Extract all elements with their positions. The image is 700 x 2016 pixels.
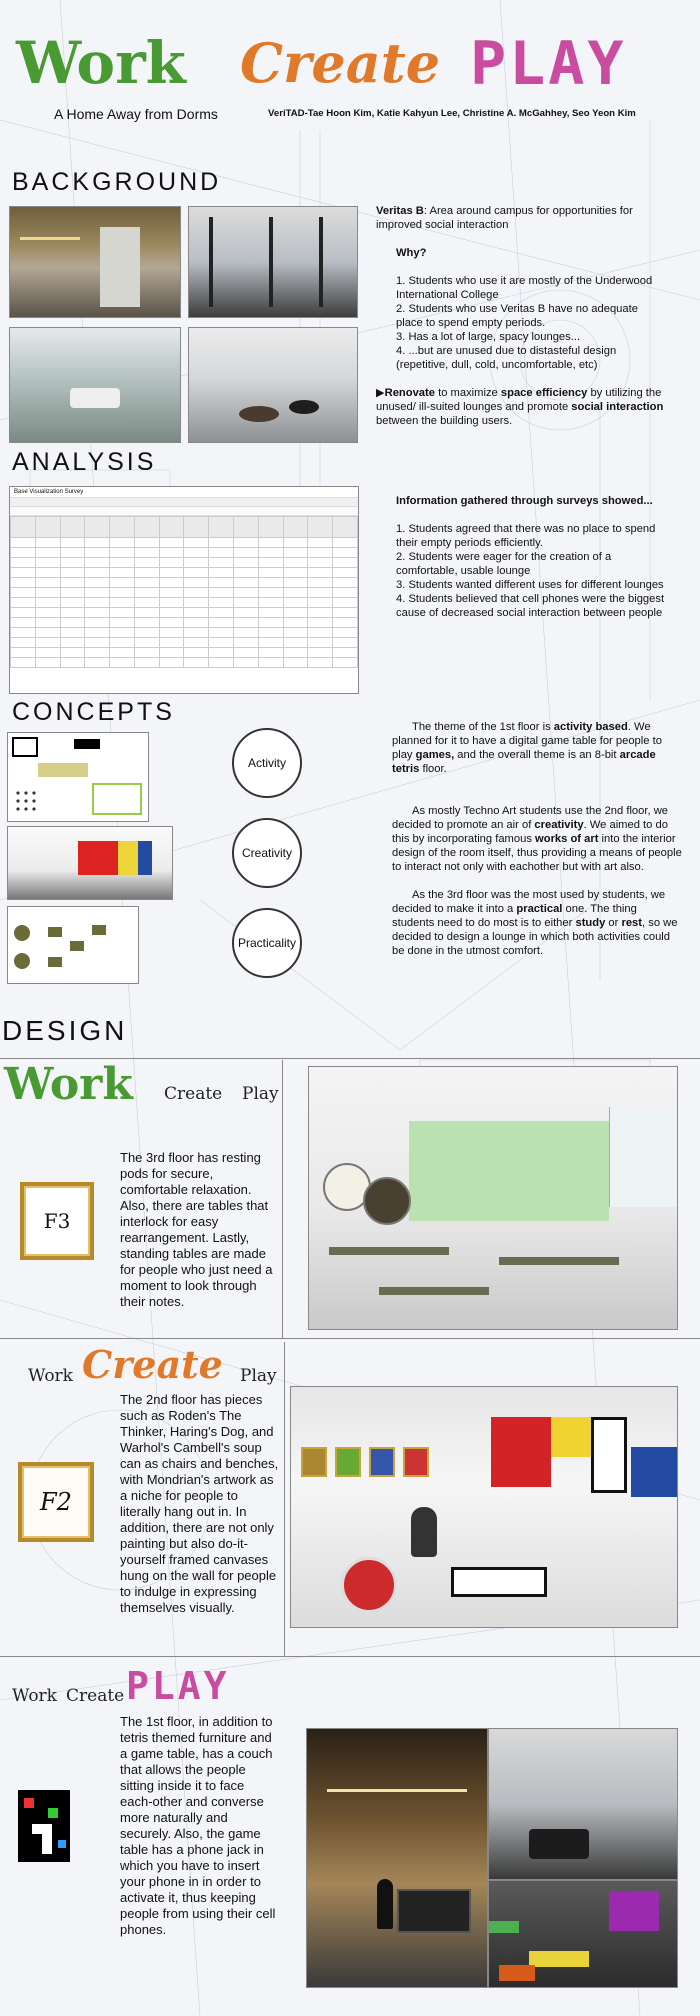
floor2-render: [290, 1386, 678, 1628]
floor3-frame: [20, 1182, 94, 1260]
floor1-render-lounge: [306, 1728, 488, 1988]
title-play: PLAY: [470, 29, 627, 99]
floor1-render-corridor: [488, 1728, 678, 1880]
floor1-play: PLAY: [126, 1664, 230, 1708]
floor2-render: [7, 826, 173, 900]
floor1-text: The 1st floor, in addition to tetris themed furniture and a game table, has a couch that allows the people sitting inside it to face each-other and converse more naturally and securely. Also, the game table has a phone jack in which you have to insert your phone in in order to activate it, thus keeping people from using their cell phones.: [120, 1714, 276, 1937]
concept-creativity: Creativity: [232, 818, 302, 888]
subtitle: A Home Away from Dorms: [54, 106, 218, 122]
floor3-work: Work: [4, 1059, 133, 1110]
concepts-heading: CONCEPTS: [12, 698, 175, 726]
design-rule-1: [0, 1338, 700, 1339]
floor3-create: Create: [164, 1084, 223, 1104]
floor3-render: [308, 1066, 678, 1330]
bg-point-2: 2. Students who use Veritas B have no adequate place to spend empty periods.: [396, 303, 638, 329]
floor2-work: Work: [28, 1366, 73, 1386]
why-label: Why?: [396, 247, 427, 259]
background-heading: BACKGROUND: [12, 168, 222, 196]
title-work: Work: [16, 29, 186, 97]
lounge-photo-4: [188, 327, 358, 443]
floor3-title: [4, 1060, 294, 1110]
analysis-text: [376, 494, 666, 620]
floor2-title: [28, 1342, 288, 1390]
floor2-play: Play: [240, 1366, 277, 1386]
veritas-label: Veritas B: [376, 205, 424, 217]
concepts-text: The theme of the 1st floor is activity based. We planned for it to have a digital game table for people to play games, and the overall theme is an 8-bit arcade tetris floor. As mostly Techno Art students use the 2nd floor, we decided to promote an air of creativity. We aimed to do this by incorporating famous works of art into the interior design of the room itself, thus providing a means of people to interact not only with eachother but with art also. As the 3rd floor was the most used by students, we decided to make it into a practical one. The thing students need to do most is to either study or rest, so we decided to design a lounge in which both activities could be done in the utmost comfort.: [392, 721, 682, 957]
analysis-lead: Information gathered through surveys showed...: [396, 495, 653, 507]
survey-title: Base Visualization Survey: [10, 487, 358, 498]
lounge-photo-2: [188, 206, 358, 318]
lounge-photo-3: [9, 327, 181, 443]
bg-point-4: 4. ...but are unused due to distasteful design (repetitive, dull, cold, uncomfortable, etc): [396, 345, 617, 371]
floor1-create: Create: [66, 1686, 125, 1706]
floor3-text: The 3rd floor has resting pods for secure, comfortable relaxation. Also, there are tables that interlock for easy rearrangement. Lastly, standing tables are made for people who just need a moment to look through their notes.: [120, 1150, 273, 1309]
an-point-1: 1. Students agreed that there was no place to spend their empty periods efficiently.: [396, 523, 656, 549]
an-point-4: 4. Students believed that cell phones were the biggest cause of decreased social interaction between people: [396, 593, 665, 619]
analysis-heading: ANALYSIS: [12, 448, 157, 476]
survey-grid: [10, 516, 358, 668]
design-vrule-2: [284, 1342, 285, 1656]
floor1-title: [12, 1664, 302, 1710]
concept-practicality: Practicality: [232, 908, 302, 978]
floor1-render-tetris: [488, 1880, 678, 1988]
background-text: Veritas B: Area around campus for opportunities for improved social interaction Why? 1. Students who use it are mostly of the Underwood International College 2. Students who use Veritas B have no adequate place to spend empty periods. 3. Has a lot of large, spacy lounges... 4. ...but are unused due to distasteful design (repetitive, dull, cold, uncomfortable, etc) ▶Renovate to maximize space efficiency by utilizing the unused/ ill-suited lounges and promote social interaction between the building users.: [376, 204, 666, 428]
lounge-photo-1: [9, 206, 181, 318]
floor3-badge: F3: [43, 1209, 71, 1233]
floor2-text: The 2nd floor has pieces such as Roden's The Thinker, Haring's Dog, and Warhol's Cambell's soup can as chairs and benches, with Mondrian's artwork as a niche for people to literally hang out in. In addition, there are not only painting but also do-it-yourself framed canvases hung on the wall for people to indulge in expressing themselves visually.: [120, 1392, 279, 1615]
renovate-statement: ▶Renovate to maximize space efficiency by utilizing the unused/ ill-suited lounges and promote social interaction between the building users.: [376, 387, 664, 427]
floor1-work: Work: [12, 1686, 57, 1706]
bg-point-3: 3. Has a lot of large, spacy lounges...: [396, 331, 581, 343]
floor3-play: Play: [242, 1084, 279, 1104]
title-create: Create: [240, 31, 441, 95]
floor1-plan: [7, 732, 149, 822]
title: [16, 30, 696, 100]
floor2-create: Create: [82, 1342, 223, 1387]
floor3-plan: [7, 906, 139, 984]
authors: VeriTAD-Tae Hoon Kim, Katie Kahyun Lee, Christine A. McGahhey, Seo Yeon Kim: [268, 108, 636, 119]
bg-point-1: 1. Students who use it are mostly of the Underwood International College: [396, 275, 653, 301]
an-point-3: 3. Students wanted different uses for different lounges: [396, 579, 664, 591]
an-point-2: 2. Students were eager for the creation of a comfortable, usable lounge: [396, 551, 612, 577]
triangle-bullet-icon: ▶: [376, 387, 385, 399]
design-rule-2: [0, 1656, 700, 1657]
design-vrule-1: [282, 1060, 283, 1338]
tetris-badge: [18, 1790, 70, 1862]
survey-spreadsheet: [9, 486, 359, 694]
floor2-badge: F2: [40, 1488, 72, 1516]
design-heading: DESIGN: [2, 1015, 128, 1046]
floor2-frame: [18, 1462, 94, 1542]
concept-activity: Activity: [232, 728, 302, 798]
